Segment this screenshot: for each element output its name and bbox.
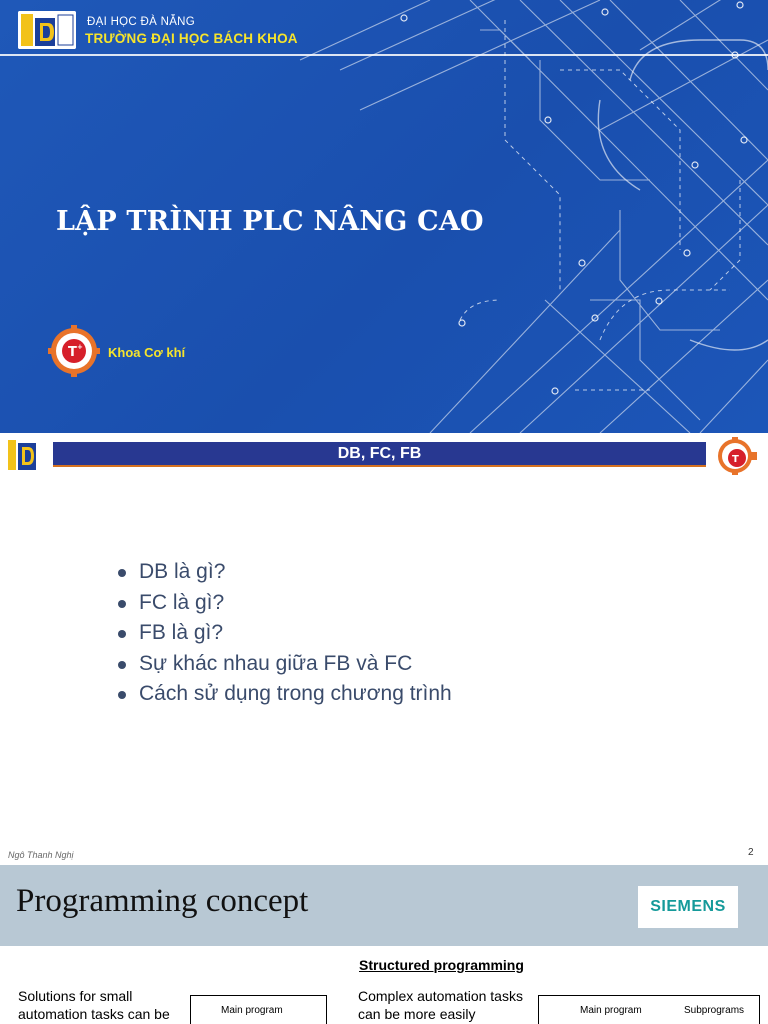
header-rule xyxy=(0,54,768,56)
structured-program-box xyxy=(538,995,760,1024)
slide-title: DB, FC, FB xyxy=(337,445,422,462)
author-footer: Ngô Thanh Nghị xyxy=(8,850,74,860)
programming-concept-slide xyxy=(0,865,768,1024)
bach-khoa-small-logo xyxy=(6,437,44,473)
section-heading: Structured programming xyxy=(359,957,524,973)
list-item: Sự khác nhau giữa FB và FC xyxy=(116,649,452,680)
svg-text:T: T xyxy=(68,345,77,360)
list-item: Cách sử dụng trong chương trình xyxy=(116,679,452,710)
agenda-slide xyxy=(0,433,768,865)
department-name: Khoa Cơ khí xyxy=(108,345,186,360)
brand-name: SIEMENS xyxy=(650,898,726,915)
slide-title: Programming concept xyxy=(16,883,309,919)
siemens-logo xyxy=(638,886,738,928)
svg-text:+: + xyxy=(77,343,83,351)
university-name: ĐẠI HỌC ĐÀ NẴNG xyxy=(87,16,196,28)
list-item: FC là gì? xyxy=(116,588,452,619)
box-label-sub: Subprograms xyxy=(684,1005,745,1016)
list-item: DB là gì? xyxy=(116,557,452,588)
mechanical-faculty-gear-logo xyxy=(44,325,104,377)
bach-khoa-logo xyxy=(18,11,76,49)
svg-text:T: T xyxy=(732,454,739,465)
linear-programming-text: Solutions for small automation tasks can be xyxy=(18,988,170,1022)
slide-header xyxy=(0,865,768,946)
list-item: FB là gì? xyxy=(116,618,452,649)
page-number: 2 xyxy=(748,847,754,858)
course-title: LẬP TRÌNH PLC NÂNG CAO xyxy=(56,206,484,237)
university-header xyxy=(0,0,768,56)
structured-programming-text: Complex automation tasks can be more easily xyxy=(358,988,523,1022)
box-label-main: Main program xyxy=(580,1005,642,1016)
title-slide xyxy=(0,0,768,433)
box-label: Main program xyxy=(221,1005,283,1016)
school-name: TRƯỜNG ĐẠI HỌC BÁCH KHOA xyxy=(85,31,298,46)
agenda-list xyxy=(116,557,452,710)
mechanical-faculty-small-logo xyxy=(711,436,761,476)
main-program-box xyxy=(190,995,327,1024)
